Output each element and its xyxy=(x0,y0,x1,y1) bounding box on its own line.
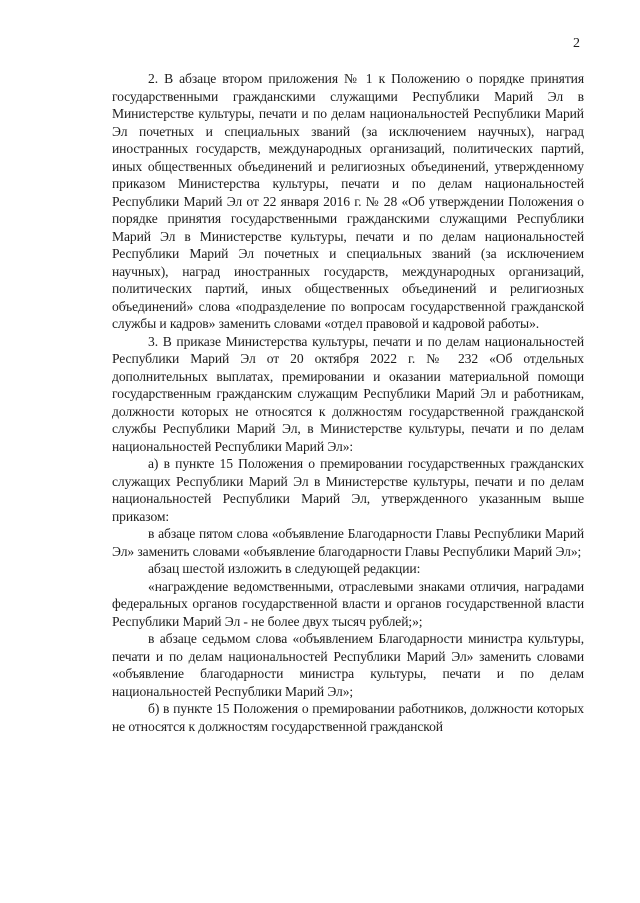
paragraph-abzac-5: в абзаце пятом слова «объявление Благодарности Главы Республики Марий Эл» заменить словами «объявление благодарности Главы Республики Марий Эл»; xyxy=(112,526,584,559)
paragraph-subitem-a: а) в пункте 15 Положения о премировании государственных гражданских служащих Республики Марий Эл в Министерстве культуры, печати и по делам национальностей Республики Марий Эл, утвержденного указанным выше приказом: xyxy=(112,456,584,524)
paragraph-quote: «награждение ведомственными, отраслевыми знаками отличия, наградами федеральных органов государственной власти и органов государственной власти Республики Марий Эл - не более двух тысяч рублей;»; xyxy=(112,578,584,629)
paragraph-item-3: 3. В приказе Министерства культуры, печати и по делам национальностей Республики Марий Эл от 20 октября 2022 г. № 232 «Об отдельных дополнительных выплатах, премировании и оказании материальной помощи государственным гражданским служащим Республики Марий Эл и работникам, должности которых не относятся к должностям государственной гражданской службы Республики Марий Эл, в Министерстве культуры, печати и по делам национальностей Республики Марий Эл»: xyxy=(112,333,584,454)
paragraph-subitem-b: б) в пункте 15 Положения о премировании работников, должности которых не относятся к должностям государственной гражданской xyxy=(112,701,584,734)
paragraph-abzac-7: в абзаце седьмом слова «объявлением Благодарности министра культуры, печати и по делам национальностей Республики Марий Эл» заменить словами «объявление благодарности министра культуры, печати и по делам национальностей Республики Марий Эл»; xyxy=(112,631,584,699)
paragraph-abzac-6: абзац шестой изложить в следующей редакции: xyxy=(148,561,421,576)
page-number: 2 xyxy=(573,36,580,51)
paragraph-item-2: 2. В абзаце втором приложения № 1 к Положению о порядке принятия государственными гражданскими служащими Республики Марий Эл в Министерстве культуры, печати и по делам национальностей Республики Марий Эл почетных и специальных званий (за исключением научных), наград иностранных государств, международных организаций, политических партий, иных общественных объединений и религиозных объединений, утвержденному приказом Министерства культуры, печати и по делам национальностей Республики Марий Эл от 22 января 2016 г. № 28 «Об утверждении Положения о порядке принятия государственными гражданскими служащими Республики Марий Эл в Министерстве культуры, печати и по делам национальностей Республики Марий Эл почетных и специальных званий (за исключением научных), наград иностранных государств, международных организаций, политических партий, иных общественных объединений и религиозных объединений» слова «подразделение по вопросам государственной гражданской службы и кадров» заменить словами «отдел правовой и кадровой работы». xyxy=(112,71,584,331)
document-body xyxy=(112,70,584,735)
